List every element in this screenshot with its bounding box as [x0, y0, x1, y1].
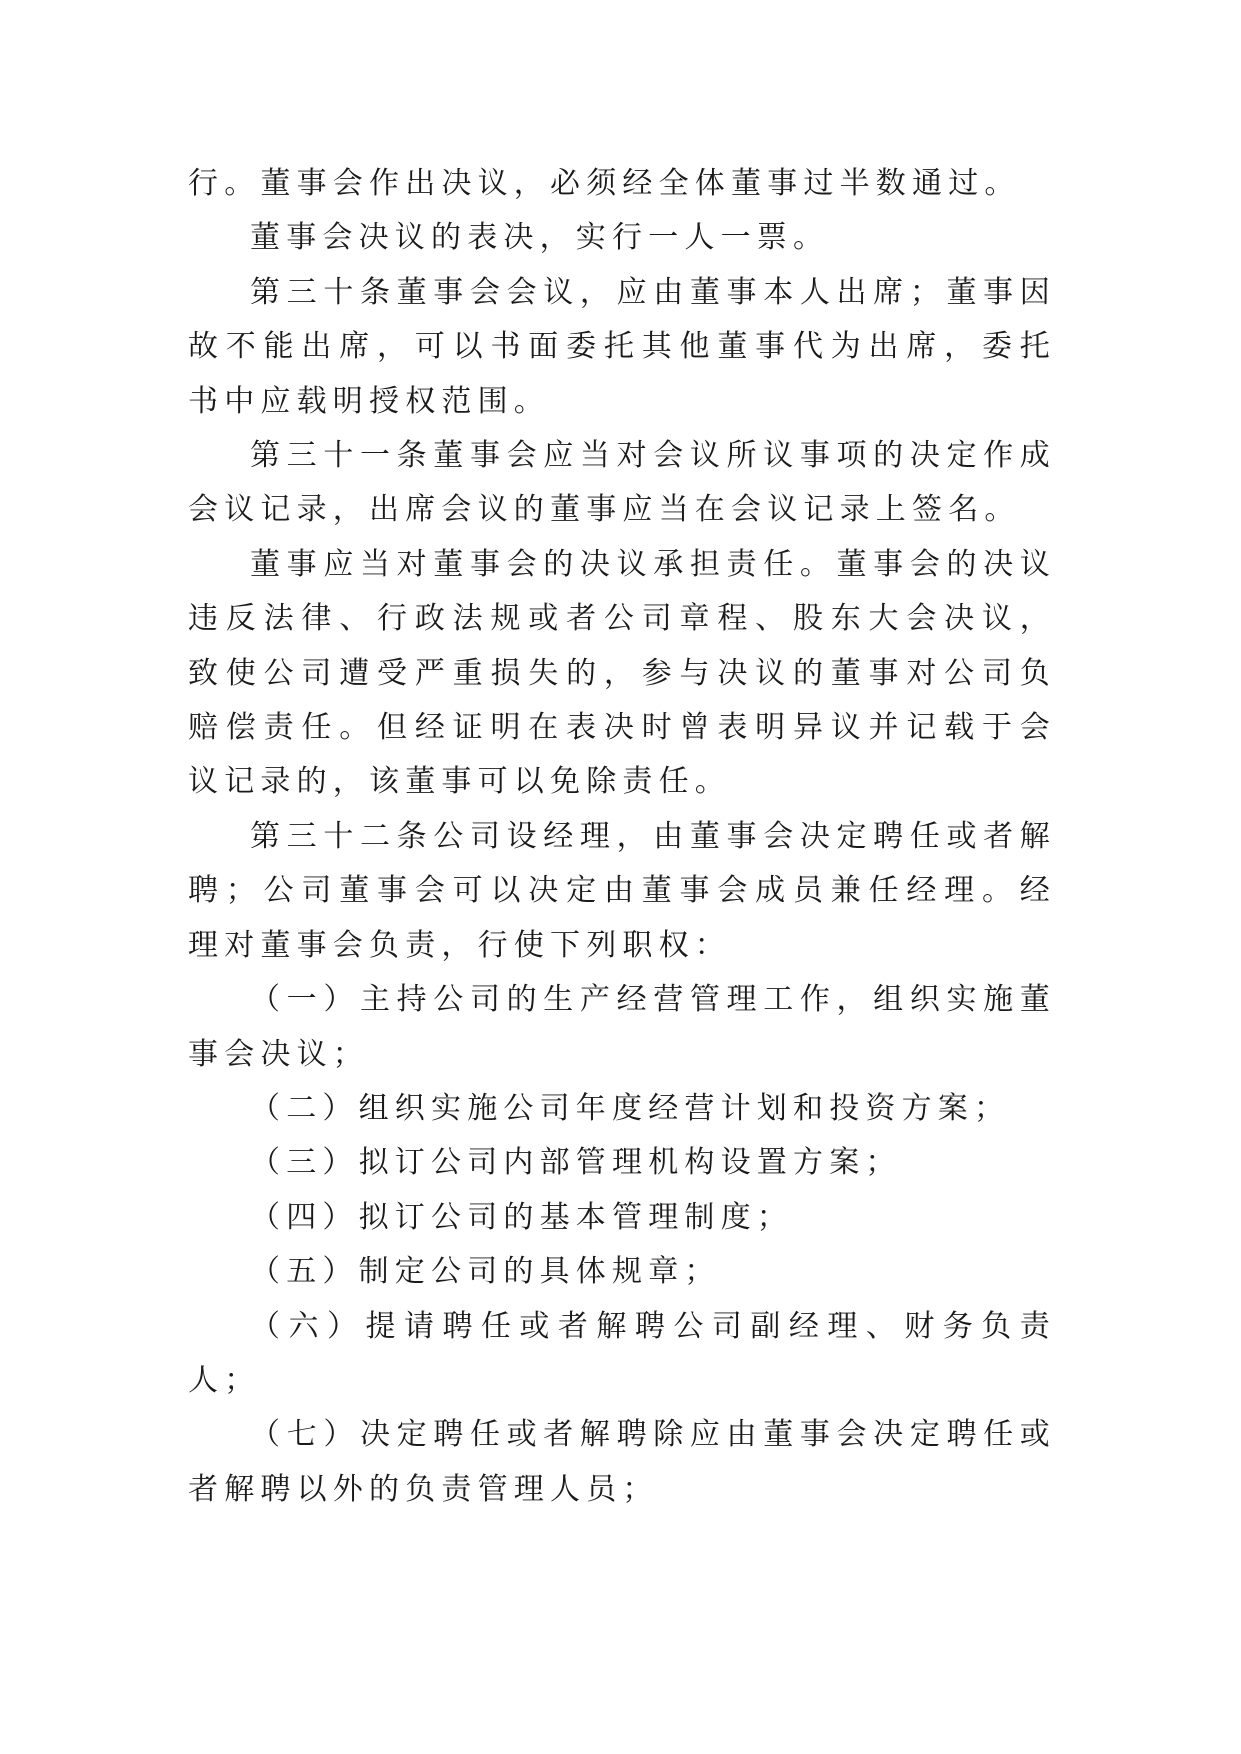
- document-body: [188, 157, 1056, 1517]
- paragraph-1: 行。董事会作出决议，必须经全体董事过半数通过。: [188, 166, 1021, 201]
- list-item-2: （二）组织实施公司年度经营计划和投资方案；: [250, 1090, 1011, 1126]
- paragraph-article-32: 第三十二条公司设经理，由董事会决定聘任或者解聘；公司董事会可以决定由董事会成员兼任经理。经理对董事会负责，行使下列职权：: [188, 818, 1056, 963]
- list-item-5: （五）制定公司的具体规章；: [250, 1254, 721, 1290]
- paragraph-director-liability: 董事应当对董事会的决议承担责任。董事会的决议违反法律、行政法规或者公司章程、股东大会决议，致使公司遭受严重损失的，参与决议的董事对公司负赔偿责任。但经证明在表决时曾表明异议并记载于会议记录的，该董事可以免除责任。: [188, 546, 1056, 800]
- paragraph-article-30: 第三十条董事会会议，应由董事本人出席；董事因故不能出席，可以书面委托其他董事代为出席，委托书中应载明授权范围。: [188, 274, 1056, 419]
- list-item-6: （六）提请聘任或者解聘公司副经理、财务负责人；: [188, 1308, 1056, 1398]
- paragraph-article-31: 第三十一条董事会应当对会议所议事项的决定作成会议记录，出席会议的董事应当在会议记录上签名。: [188, 438, 1056, 528]
- list-item-3: （三）拟订公司内部管理机构设置方案；: [250, 1145, 902, 1181]
- list-item-1: （一）主持公司的生产经营管理工作，组织实施董事会决议；: [188, 982, 1056, 1072]
- list-item-4: （四）拟订公司的基本管理制度；: [250, 1199, 793, 1235]
- list-item-7: （七）决定聘任或者解聘除应由董事会决定聘任或者解聘以外的负责管理人员；: [188, 1417, 1056, 1507]
- paragraph-2: 董事会决议的表决，实行一人一票。: [250, 220, 830, 256]
